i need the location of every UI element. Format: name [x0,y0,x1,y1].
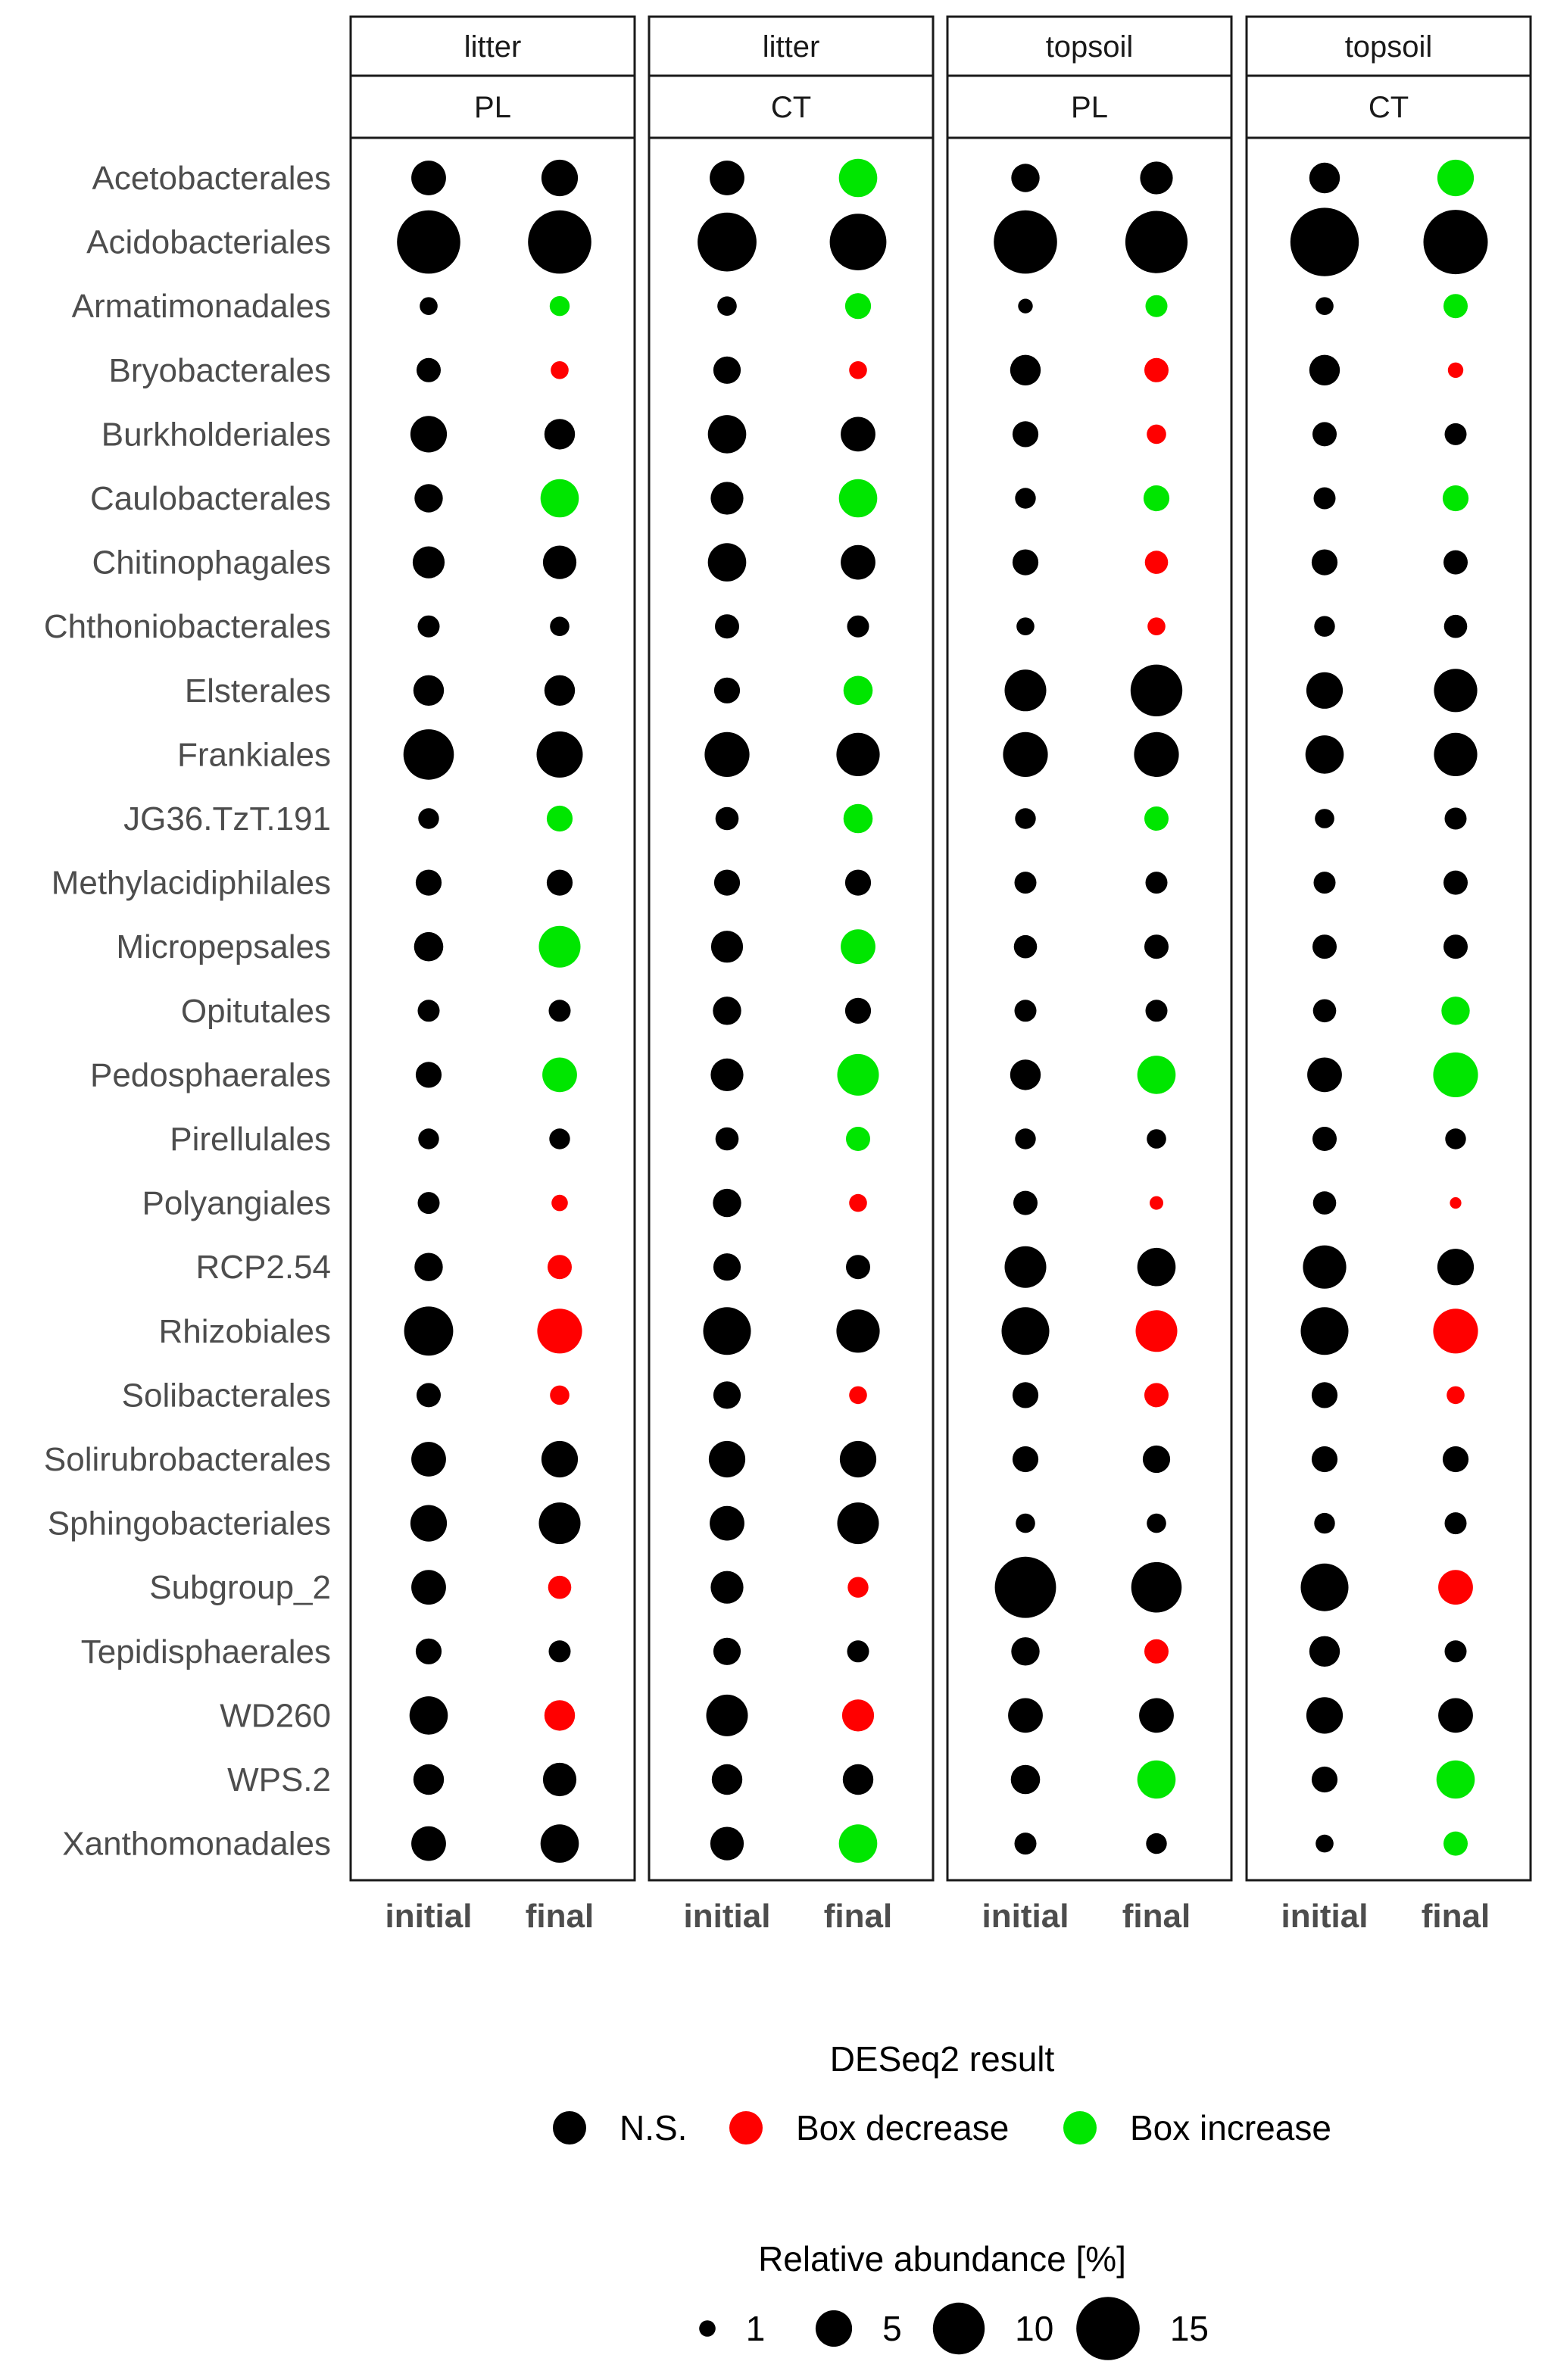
point-acetobacterales-initial [1011,164,1039,192]
point-solibacterales-final [550,1386,570,1405]
x-tick-label-final: final [1421,1898,1490,1935]
point-chthoniobacterales-final [1147,617,1166,635]
color-legend [553,2039,1331,2148]
point-methylacidiphilales-initial [416,870,442,896]
point-micropepsales-initial [414,932,444,962]
point-burkholderiales-final [841,417,875,452]
point-xanthomonadales-initial [710,1827,744,1861]
strip-label-bottom: CT [770,91,812,124]
point-elsterales-initial [1306,672,1343,709]
point-caulobacterales-initial [710,482,743,514]
point-solibacterales-final [849,1387,867,1405]
point-bryobacterales-final [1448,363,1463,378]
point-wps-2-final [843,1764,873,1795]
point-wps-2-final [543,1763,576,1796]
point-solibacterales-initial [1312,1382,1337,1408]
point-chthoniobacterales-final [847,616,869,638]
point-subgroup-2-initial [1301,1564,1349,1611]
point-frankiales-initial [704,732,749,777]
point-micropepsales-initial [1014,935,1038,959]
point-rcp2-54-final [1138,1248,1176,1287]
point-burkholderiales-initial [708,415,747,454]
size-legend-key-1 [699,2320,716,2337]
point-frankiales-final [1434,733,1477,776]
point-frankiales-final [537,731,583,778]
y-tick-label-methylacidiphilales: Methylacidiphilales [51,864,331,902]
facet-panel-2 [649,17,933,1935]
point-solirubrobacterales-final [1443,1446,1468,1472]
point-wd260-final [1438,1698,1473,1733]
y-tick-label-solibacterales: Solibacterales [121,1377,331,1415]
panel-border [947,138,1231,1880]
point-subgroup-2-initial [411,1570,446,1605]
point-solirubrobacterales-initial [1013,1446,1038,1472]
point-xanthomonadales-initial [1315,1835,1334,1853]
point-sphingobacteriales-final [838,1502,879,1544]
point-elsterales-initial [1005,669,1047,711]
point-pirellulales-initial [716,1128,739,1151]
point-wd260-final [842,1699,874,1731]
point-wps-2-initial [1011,1765,1041,1795]
point-bryobacterales-initial [713,357,741,384]
y-tick-label-acidobacteriales: Acidobacteriales [86,223,331,261]
point-pedosphaerales-final [1433,1053,1478,1097]
facet-panels [351,17,1531,1935]
point-acidobacteriales-initial [1291,207,1359,276]
y-tick-label-armatimonadales: Armatimonadales [71,288,331,326]
size-legend-label-15: 15 [1169,2309,1209,2348]
point-wps-2-initial [712,1764,742,1795]
point-opitutales-final [1441,997,1469,1025]
point-pedosphaerales-initial [416,1062,442,1087]
point-chthoniobacterales-final [1444,615,1468,638]
point-jg36-tzt-191-final [547,806,573,831]
point-rhizobiales-final [836,1309,879,1352]
point-methylacidiphilales-initial [714,870,740,896]
point-frankiales-final [1134,732,1178,777]
point-elsterales-initial [414,675,444,706]
point-sphingobacteriales-initial [1314,1513,1334,1533]
strip-label-bottom: PL [474,91,511,124]
point-methylacidiphilales-final [547,870,573,896]
point-chitinophagales-final [543,546,576,579]
y-tick-label-solirubrobacterales: Solirubrobacterales [43,1441,331,1478]
point-pirellulales-initial [1015,1128,1035,1149]
y-tick-label-pedosphaerales: Pedosphaerales [89,1056,331,1094]
point-rhizobiales-initial [1002,1307,1050,1355]
point-acidobacteriales-initial [994,211,1057,274]
point-solibacterales-initial [1013,1382,1038,1408]
x-tick-label-final: final [823,1898,893,1935]
point-methylacidiphilales-final [1146,872,1168,894]
point-pedosphaerales-initial [1307,1058,1342,1093]
y-tick-label-wps-2: WPS.2 [227,1761,331,1798]
point-sphingobacteriales-initial [410,1505,447,1542]
point-tepidisphaerales-initial [1309,1636,1340,1667]
point-acidobacteriales-final [830,214,887,270]
y-tick-label-acetobacterales: Acetobacterales [92,160,331,197]
y-tick-label-sphingobacteriales: Sphingobacteriales [47,1505,331,1542]
point-pirellulales-final [549,1128,570,1149]
point-opitutales-initial [1313,1000,1337,1023]
x-tick-label-initial: initial [683,1898,771,1935]
point-pirellulales-initial [1312,1127,1337,1151]
point-solirubrobacterales-initial [411,1442,446,1477]
point-solirubrobacterales-initial [1312,1446,1337,1472]
point-armatimonadales-initial [717,296,737,316]
point-pedosphaerales-final [1138,1056,1176,1094]
point-acetobacterales-initial [411,161,446,195]
point-burkholderiales-final [1147,425,1166,444]
point-chitinophagales-final [1145,551,1169,574]
point-burkholderiales-final [1445,423,1467,445]
point-rhizobiales-final [1136,1310,1178,1352]
point-jg36-tzt-191-final [1144,806,1169,831]
point-pirellulales-final [846,1127,870,1151]
point-micropepsales-final [1443,934,1468,959]
point-caulobacterales-initial [1314,488,1336,510]
point-jg36-tzt-191-initial [716,807,739,831]
point-frankiales-initial [1306,735,1344,774]
point-xanthomonadales-final [541,1824,579,1863]
point-acetobacterales-final [1140,161,1172,194]
point-rhizobiales-initial [704,1307,751,1355]
point-rcp2-54-initial [1005,1246,1047,1288]
x-tick-label-initial: initial [1281,1898,1369,1935]
point-caulobacterales-final [541,479,579,518]
point-elsterales-final [545,675,575,706]
point-wps-2-initial [1312,1767,1337,1792]
point-bryobacterales-initial [1010,355,1041,385]
point-subgroup-2-final [1131,1562,1182,1613]
point-acidobacteriales-final [1424,210,1488,274]
point-methylacidiphilales-final [845,870,871,896]
y-tick-label-frankiales: Frankiales [177,736,331,774]
point-acetobacterales-initial [1309,163,1340,193]
strip-label-top: litter [463,30,522,64]
x-tick-label-final: final [525,1898,595,1935]
point-elsterales-final [1434,669,1477,712]
point-xanthomonadales-final [839,1824,878,1863]
y-tick-label-subgroup-2: Subgroup_2 [149,1569,331,1607]
size-legend [699,2239,1209,2360]
point-burkholderiales-final [545,419,575,449]
point-methylacidiphilales-initial [1015,872,1037,894]
point-caulobacterales-final [1443,485,1468,511]
point-wps-2-initial [414,1764,444,1795]
point-solibacterales-final [1447,1387,1465,1405]
point-subgroup-2-final [548,1576,572,1599]
point-frankiales-initial [1003,732,1047,777]
point-opitutales-final [845,998,871,1024]
y-tick-label-xanthomonadales: Xanthomonadales [62,1825,331,1863]
point-polyangiales-initial [1013,1191,1038,1215]
point-rcp2-54-final [548,1255,572,1279]
point-tepidisphaerales-final [1144,1639,1169,1664]
size-legend-title: Relative abundance [%] [758,2239,1126,2279]
point-wd260-initial [1008,1698,1043,1733]
point-opitutales-final [549,1000,571,1022]
color-legend-label-n-s: N.S. [620,2108,688,2148]
size-legend-key-15 [1076,2297,1140,2360]
color-legend-title: DESeq2 result [829,2039,1055,2079]
y-axis-labels [44,160,331,1863]
point-polyangiales-final [1450,1197,1461,1209]
point-micropepsales-initial [711,931,743,962]
point-bryobacterales-final [551,361,569,379]
point-pedosphaerales-initial [710,1059,743,1091]
y-tick-label-chthoniobacterales: Chthoniobacterales [43,608,331,646]
point-polyangiales-final [1150,1196,1163,1210]
point-jg36-tzt-191-initial [1315,809,1334,828]
point-sphingobacteriales-final [1445,1512,1467,1534]
color-legend-label-box-decrease: Box decrease [796,2108,1010,2148]
point-caulobacterales-final [839,479,878,518]
point-methylacidiphilales-final [1443,871,1468,895]
point-micropepsales-final [1144,934,1169,959]
point-rcp2-54-initial [1303,1246,1346,1289]
point-sphingobacteriales-final [539,1502,581,1544]
point-wd260-initial [707,1695,748,1736]
point-micropepsales-final [841,929,875,964]
point-elsterales-final [844,676,873,706]
point-chitinophagales-initial [1312,550,1337,576]
point-acidobacteriales-final [528,211,591,274]
point-armatimonadales-initial [420,297,438,315]
color-legend-label-box-increase: Box increase [1130,2108,1331,2148]
point-acidobacteriales-initial [397,211,460,274]
x-tick-label-initial: initial [385,1898,473,1935]
y-tick-label-jg36-tzt-191: JG36.TzT.191 [123,800,331,838]
point-polyangiales-initial [418,1192,440,1214]
point-chitinophagales-initial [1013,550,1038,576]
point-rcp2-54-initial [414,1253,442,1281]
point-rcp2-54-final [1437,1249,1474,1285]
strip-label-bottom: PL [1071,91,1108,124]
y-tick-label-pirellulales: Pirellulales [170,1121,331,1158]
point-burkholderiales-initial [410,416,447,452]
point-polyangiales-initial [713,1189,741,1217]
point-wd260-final [1139,1698,1174,1733]
point-polyangiales-final [849,1194,867,1212]
point-acidobacteriales-final [1125,211,1188,273]
size-legend-key-10 [933,2303,985,2354]
point-wps-2-final [1138,1761,1176,1799]
point-subgroup-2-initial [710,1571,743,1604]
point-jg36-tzt-191-initial [1015,808,1035,828]
point-acetobacterales-final [541,160,578,196]
point-pirellulales-initial [418,1128,438,1149]
color-legend-key-box-increase [1063,2111,1097,2144]
panel-border [1247,138,1531,1880]
size-legend-label-5: 5 [882,2309,902,2348]
point-solibacterales-initial [713,1381,741,1408]
point-polyangiales-final [551,1195,568,1212]
point-wps-2-final [1437,1761,1475,1799]
point-armatimonadales-final [845,293,871,319]
strip-label-bottom: CT [1368,91,1409,124]
point-armatimonadales-final [1443,294,1468,318]
y-tick-label-rhizobiales: Rhizobiales [158,1312,331,1350]
point-frankiales-final [836,733,879,776]
point-rhizobiales-initial [1301,1307,1349,1355]
point-bryobacterales-initial [1309,355,1340,385]
point-solirubrobacterales-final [541,1441,578,1477]
point-acetobacterales-final [1437,160,1474,196]
point-methylacidiphilales-initial [1314,872,1336,894]
point-tepidisphaerales-initial [713,1638,741,1665]
facet-panel-1 [351,17,635,1935]
point-caulobacterales-initial [414,484,442,512]
point-pirellulales-final [1445,1128,1465,1149]
point-rcp2-54-final [846,1255,870,1279]
point-chthoniobacterales-initial [1314,616,1334,637]
point-tepidisphaerales-final [1445,1640,1467,1662]
facet-panel-3 [947,17,1231,1935]
strip-label-top: topsoil [1045,30,1134,64]
point-chitinophagales-final [1443,551,1468,575]
point-chthoniobacterales-initial [1016,617,1035,635]
point-micropepsales-initial [1312,934,1337,959]
panel-border [649,138,933,1880]
y-tick-label-bryobacterales: Bryobacterales [108,351,331,389]
point-wd260-final [545,1700,575,1730]
point-solibacterales-final [1144,1383,1169,1407]
point-xanthomonadales-final [1146,1833,1166,1854]
point-opitutales-initial [1015,1000,1037,1022]
x-tick-label-initial: initial [982,1898,1069,1935]
point-bryobacterales-initial [417,358,441,382]
point-jg36-tzt-191-final [1445,808,1467,830]
point-chitinophagales-initial [413,547,445,579]
point-armatimonadales-initial [1315,297,1334,315]
point-subgroup-2-final [1438,1570,1473,1605]
point-opitutales-final [1146,1000,1168,1022]
point-xanthomonadales-initial [411,1826,446,1861]
point-elsterales-initial [714,678,740,703]
point-chitinophagales-final [841,545,875,580]
point-solirubrobacterales-final [1143,1446,1170,1473]
point-xanthomonadales-final [1443,1832,1468,1856]
point-sphingobacteriales-initial [1016,1514,1035,1533]
point-pirellulales-final [1147,1129,1166,1149]
strip-label-top: litter [762,30,820,64]
point-tepidisphaerales-final [549,1640,571,1662]
point-solirubrobacterales-final [840,1441,876,1477]
point-micropepsales-final [539,926,581,968]
point-tepidisphaerales-final [847,1640,869,1662]
point-bryobacterales-final [849,361,867,379]
point-pedosphaerales-initial [1010,1059,1041,1090]
point-tepidisphaerales-initial [416,1639,442,1664]
point-subgroup-2-final [847,1577,868,1598]
panel-border [351,138,635,1880]
point-opitutales-initial [713,997,741,1025]
point-chthoniobacterales-initial [418,616,440,638]
y-tick-label-rcp2-54: RCP2.54 [195,1249,331,1287]
point-wd260-initial [1306,1697,1343,1733]
point-rcp2-54-initial [713,1253,741,1280]
point-solirubrobacterales-initial [709,1441,745,1477]
point-rhizobiales-final [537,1309,582,1353]
point-tepidisphaerales-initial [1011,1637,1039,1665]
point-polyangiales-initial [1313,1191,1337,1215]
y-tick-label-elsterales: Elsterales [184,672,331,710]
point-sphingobacteriales-final [1147,1514,1166,1533]
point-wd260-initial [410,1696,448,1735]
point-chitinophagales-initial [708,543,747,582]
point-sphingobacteriales-initial [710,1506,744,1541]
size-legend-label-10: 10 [1015,2309,1054,2348]
y-tick-label-caulobacterales: Caulobacterales [90,480,331,517]
point-armatimonadales-final [1146,295,1168,317]
strip-label-top: topsoil [1344,30,1433,64]
point-acidobacteriales-initial [698,213,757,272]
color-legend-key-box-decrease [729,2111,763,2144]
point-caulobacterales-initial [1015,488,1035,508]
point-acetobacterales-final [839,159,878,198]
point-armatimonadales-final [550,296,570,316]
point-burkholderiales-initial [1013,421,1038,447]
point-elsterales-final [1131,665,1182,716]
point-jg36-tzt-191-initial [418,808,438,828]
point-caulobacterales-final [1144,485,1169,511]
point-pedosphaerales-final [838,1054,879,1096]
y-tick-label-wd260: WD260 [220,1697,331,1735]
y-tick-label-burkholderiales: Burkholderiales [101,416,331,454]
point-burkholderiales-initial [1312,422,1337,446]
point-chthoniobacterales-final [550,616,570,636]
color-legend-key-n-s [553,2111,586,2144]
point-armatimonadales-initial [1018,299,1032,313]
x-tick-label-final: final [1122,1898,1191,1935]
point-frankiales-initial [404,729,454,780]
point-rhizobiales-final [1433,1309,1478,1353]
size-legend-label-1: 1 [745,2309,766,2348]
point-solibacterales-initial [417,1383,441,1407]
y-tick-label-polyangiales: Polyangiales [142,1184,331,1222]
point-opitutales-initial [418,1000,440,1022]
y-tick-label-opitutales: Opitutales [180,992,331,1030]
size-legend-key-5 [816,2310,852,2347]
point-jg36-tzt-191-final [844,804,873,834]
point-rhizobiales-initial [404,1306,454,1355]
y-tick-label-tepidisphaerales: Tepidisphaerales [80,1633,331,1670]
point-chthoniobacterales-initial [715,614,739,638]
y-tick-label-micropepsales: Micropepsales [116,928,331,966]
y-tick-label-chitinophagales: Chitinophagales [92,544,331,582]
facet-panel-4 [1247,17,1531,1935]
point-acetobacterales-initial [710,161,744,195]
point-subgroup-2-initial [995,1557,1056,1618]
point-xanthomonadales-initial [1015,1833,1037,1854]
point-bryobacterales-final [1144,358,1169,382]
point-pedosphaerales-final [542,1058,577,1093]
